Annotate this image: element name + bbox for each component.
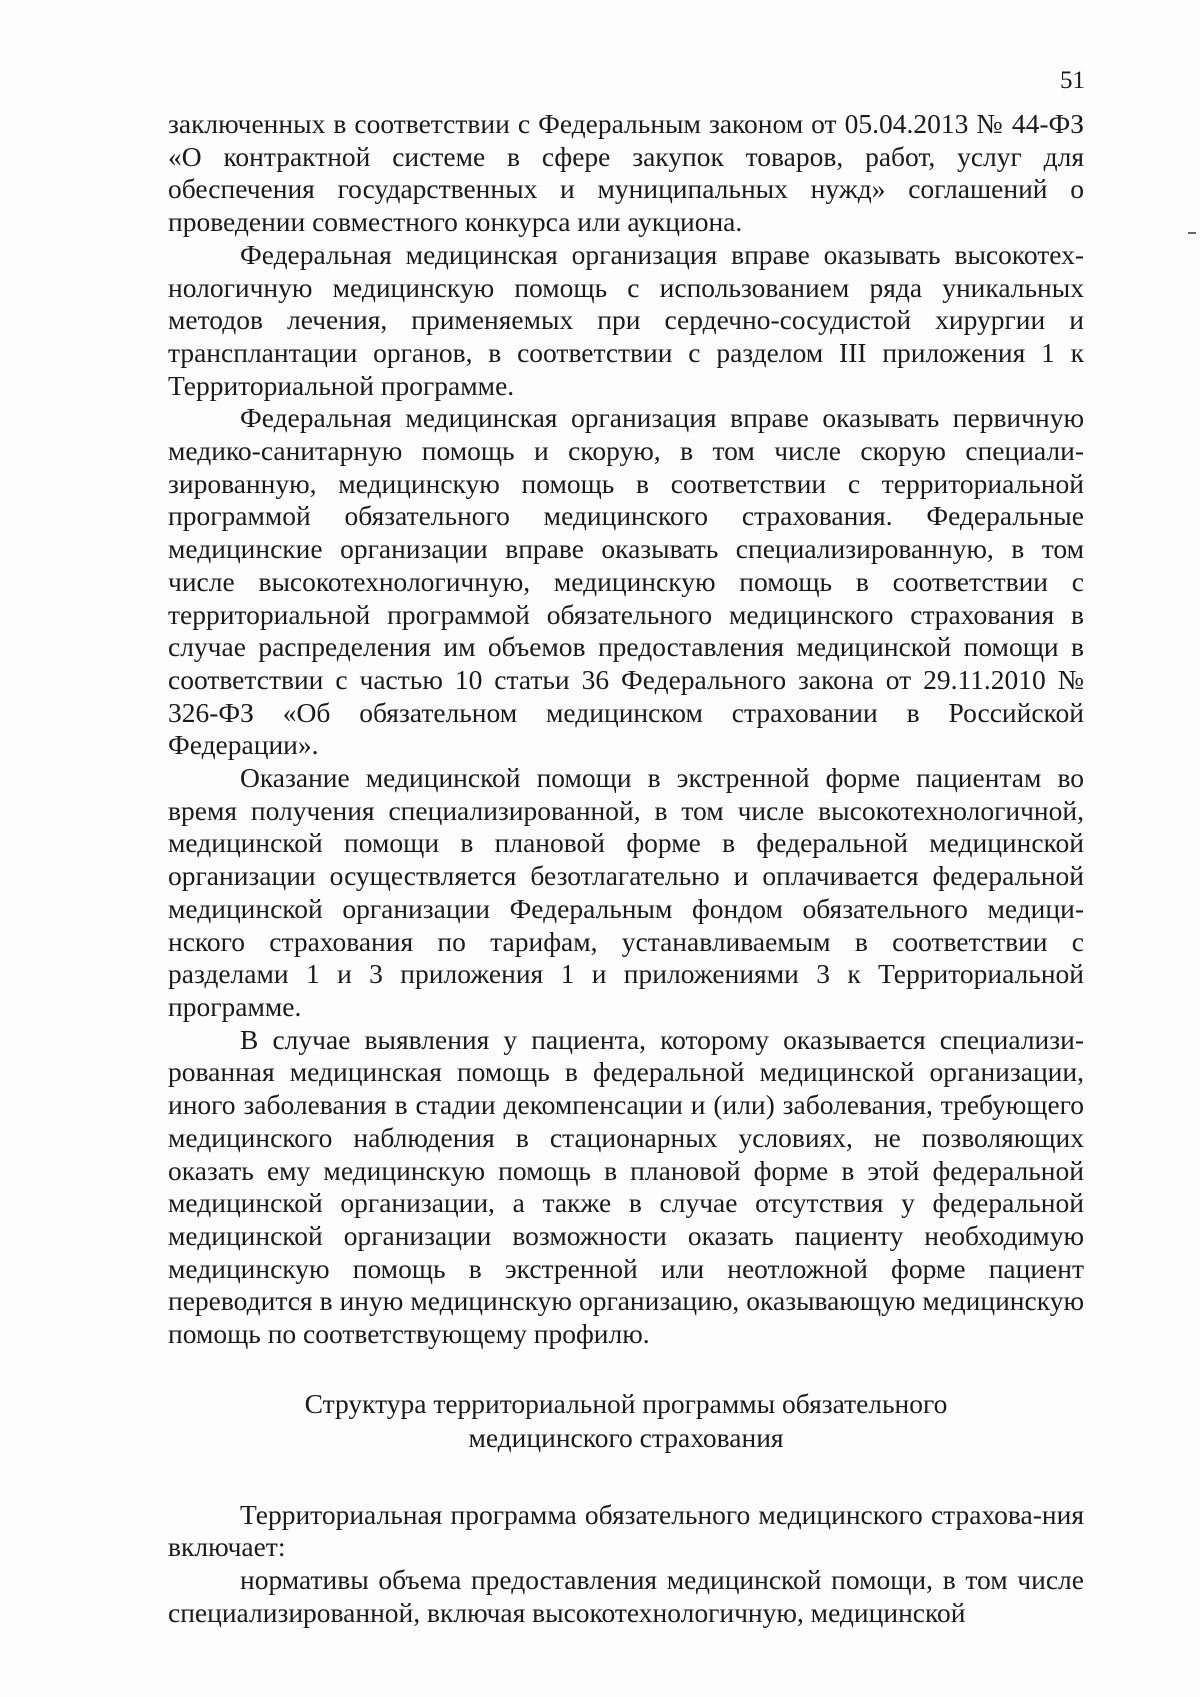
section-title-line-2: медицинского страхования (468, 1421, 784, 1453)
section-title (168, 1387, 1084, 1455)
paragraph-emergency-care: Оказание медицинской помощи в экстренной форме пациентам во время получения специализированной, в том числе высокотехнологичной, медицинской помощи в плановой форме в федеральной медицинской организации осуществляется безотлагательно и оплачивается федеральной медицинской организации Федеральным фондом обязательного медици-нского страхования по тарифам, устанавливаемым в соответствии с разделами 1 и 3 приложения 1 и приложениями 3 к Территориальной программе. (168, 762, 1084, 1022)
paragraph-continuation: заключенных в соответствии с Федеральным законом от 05.04.2013 № 44-ФЗ «О контрактной системе в сфере закупок товаров, работ, услуг для обеспечения государственных и муниципальных нужд» соглашений о проведении совместного конкурса или аукциона. (168, 108, 1084, 238)
scan-mark (1188, 232, 1196, 234)
paragraph-volume-norms: нормативы объема предоставления медицинской помощи, в том числе специализированной, включая высокотехнологичную, медицинской (168, 1564, 1084, 1628)
document-body (168, 108, 1084, 1630)
paragraph-patient-transfer: В случае выявления у пациента, которому оказывается специализи-рованная медицинская помощь в федеральной медицинской организации, иного заболевания в стадии декомпенсации и (или) заболевания, требующего медицинского наблюдения в стационарных условиях, не позволяющих оказать ему медицинскую помощь в плановой форме в этой федеральной медицинской организации, а также в случае отсутствия у федеральной медицинской организации возможности оказать пациенту необходимую медицинскую помощь в экстренной или неотложной форме пациент переводится в иную медицинскую организацию, оказывающую медицинскую помощь по соответствующему профилю. (168, 1023, 1084, 1350)
paragraph-federal-primary-care: Федеральная медицинская организация вправе оказывать первичную медико-санитарную помощь и скорую, в том числе скорую специали-зированную, медицинскую помощь в соответствии с территориальной программой обязательного медицинского страхования. Федеральные медицинские организации вправе оказывать специализированную, в том числе высокотехнологичную, медицинскую помощь в соответствии с территориальной программой обязательного медицинского страхования в случае распределения им объемов предоставления медицинской помощи в соответствии с частью 10 статьи 36 Федерального закона от 29.11.2010 № 326-ФЗ «Об обязательном медицинском страховании в Российской Федерации». (168, 402, 1084, 761)
page-number: 51 (1060, 67, 1085, 94)
paragraph-federal-hightech: Федеральная медицинская организация вправе оказывать высокотех-нологичную медицинскую помощь с использованием ряда уникальных методов лечения, применяемых при сердечно-сосудистой хирургии и трансплантации органов, в соответствии с разделом III приложения 1 к Территориальной программе. (168, 238, 1084, 401)
section-title-line-1: Структура территориальной программы обязательного (304, 1387, 948, 1419)
paragraph-program-includes: Территориальная программа обязательного медицинского страхова-ния включает: (168, 1498, 1084, 1563)
